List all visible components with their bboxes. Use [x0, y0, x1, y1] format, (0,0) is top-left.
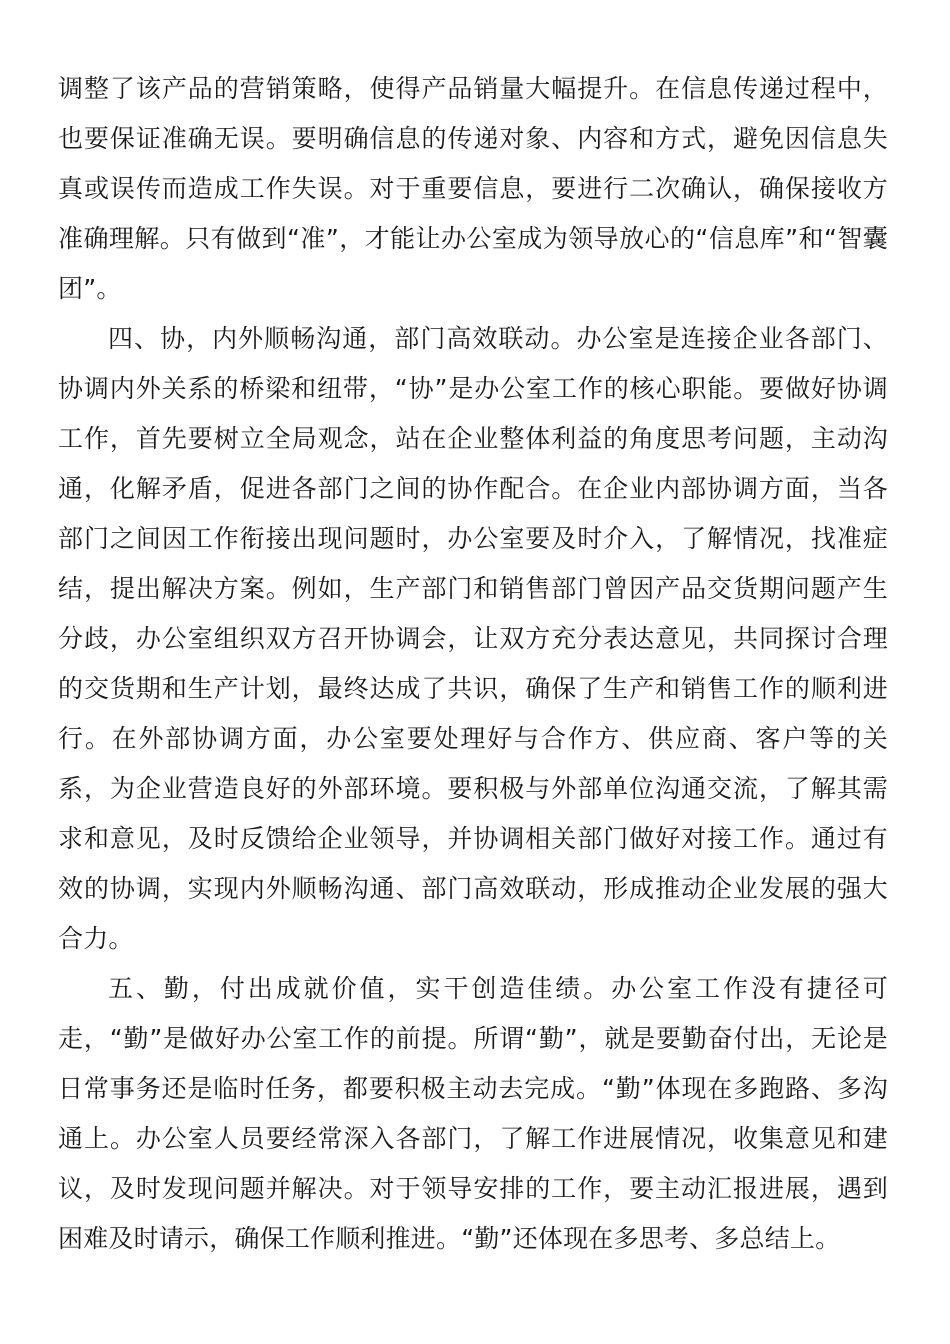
paragraph-section-five: 五、勤，付出成就价值，实干创造佳绩。办公室工作没有捷径可走，“勤”是做好办公室工作的前提。所谓“勤”，就是要勤奋付出，无论是日常事务还是临时任务，都要积极主动去完成。“勤”体现在多跑路、多沟通上。办公室人员要经常深入各部门，了解工作进展情况，收集意见和建议，及时发现问题并解决。对于领导安排的工作，要主动汇报进展，遇到困难及时请示，确保工作顺利推进。“勤”还体现在多思考、多总结上。 — [58, 974, 888, 1253]
document-body — [58, 64, 888, 1264]
paragraph-section-four: 四、协，内外顺畅沟通，部门高效联动。办公室是连接企业各部门、协调内外关系的桥梁和纽带，“协”是办公室工作的核心职能。要做好协调工作，首先要树立全局观念，站在企业整体利益的角度思考问题，主动沟通，化解矛盾，促进各部门之间的协作配合。在企业内部协调方面，当各部门之间因工作衔接出现问题时，办公室要及时介入，了解情况，找准症结，提出解决方案。例如，生产部门和销售部门曾因产品交货期问题产生分歧，办公室组织双方召开协调会，让双方充分表达意见，共同探讨合理的交货期和生产计划，最终达成了共识，确保了生产和销售工作的顺利进行。在外部协调方面，办公室要处理好与合作方、供应商、客户等的关系，为企业营造良好的外部环境。要积极与外部单位沟通交流，了解其需求和意见，及时反馈给企业领导，并协调相关部门做好对接工作。通过有效的协调，实现内外顺畅沟通、部门高效联动，形成推动企业发展的强大合力。 — [58, 324, 888, 953]
paragraph-continuation: 调整了该产品的营销策略，使得产品销量大幅提升。在信息传递过程中，也要保证准确无误。要明确信息的传递对象、内容和方式，避免因信息失真或误传而造成工作失误。对于重要信息，要进行二次确认，确保接收方准确理解。只有做到“准”，才能让办公室成为领导放心的“信息库”和“智囊团”。 — [58, 74, 888, 303]
